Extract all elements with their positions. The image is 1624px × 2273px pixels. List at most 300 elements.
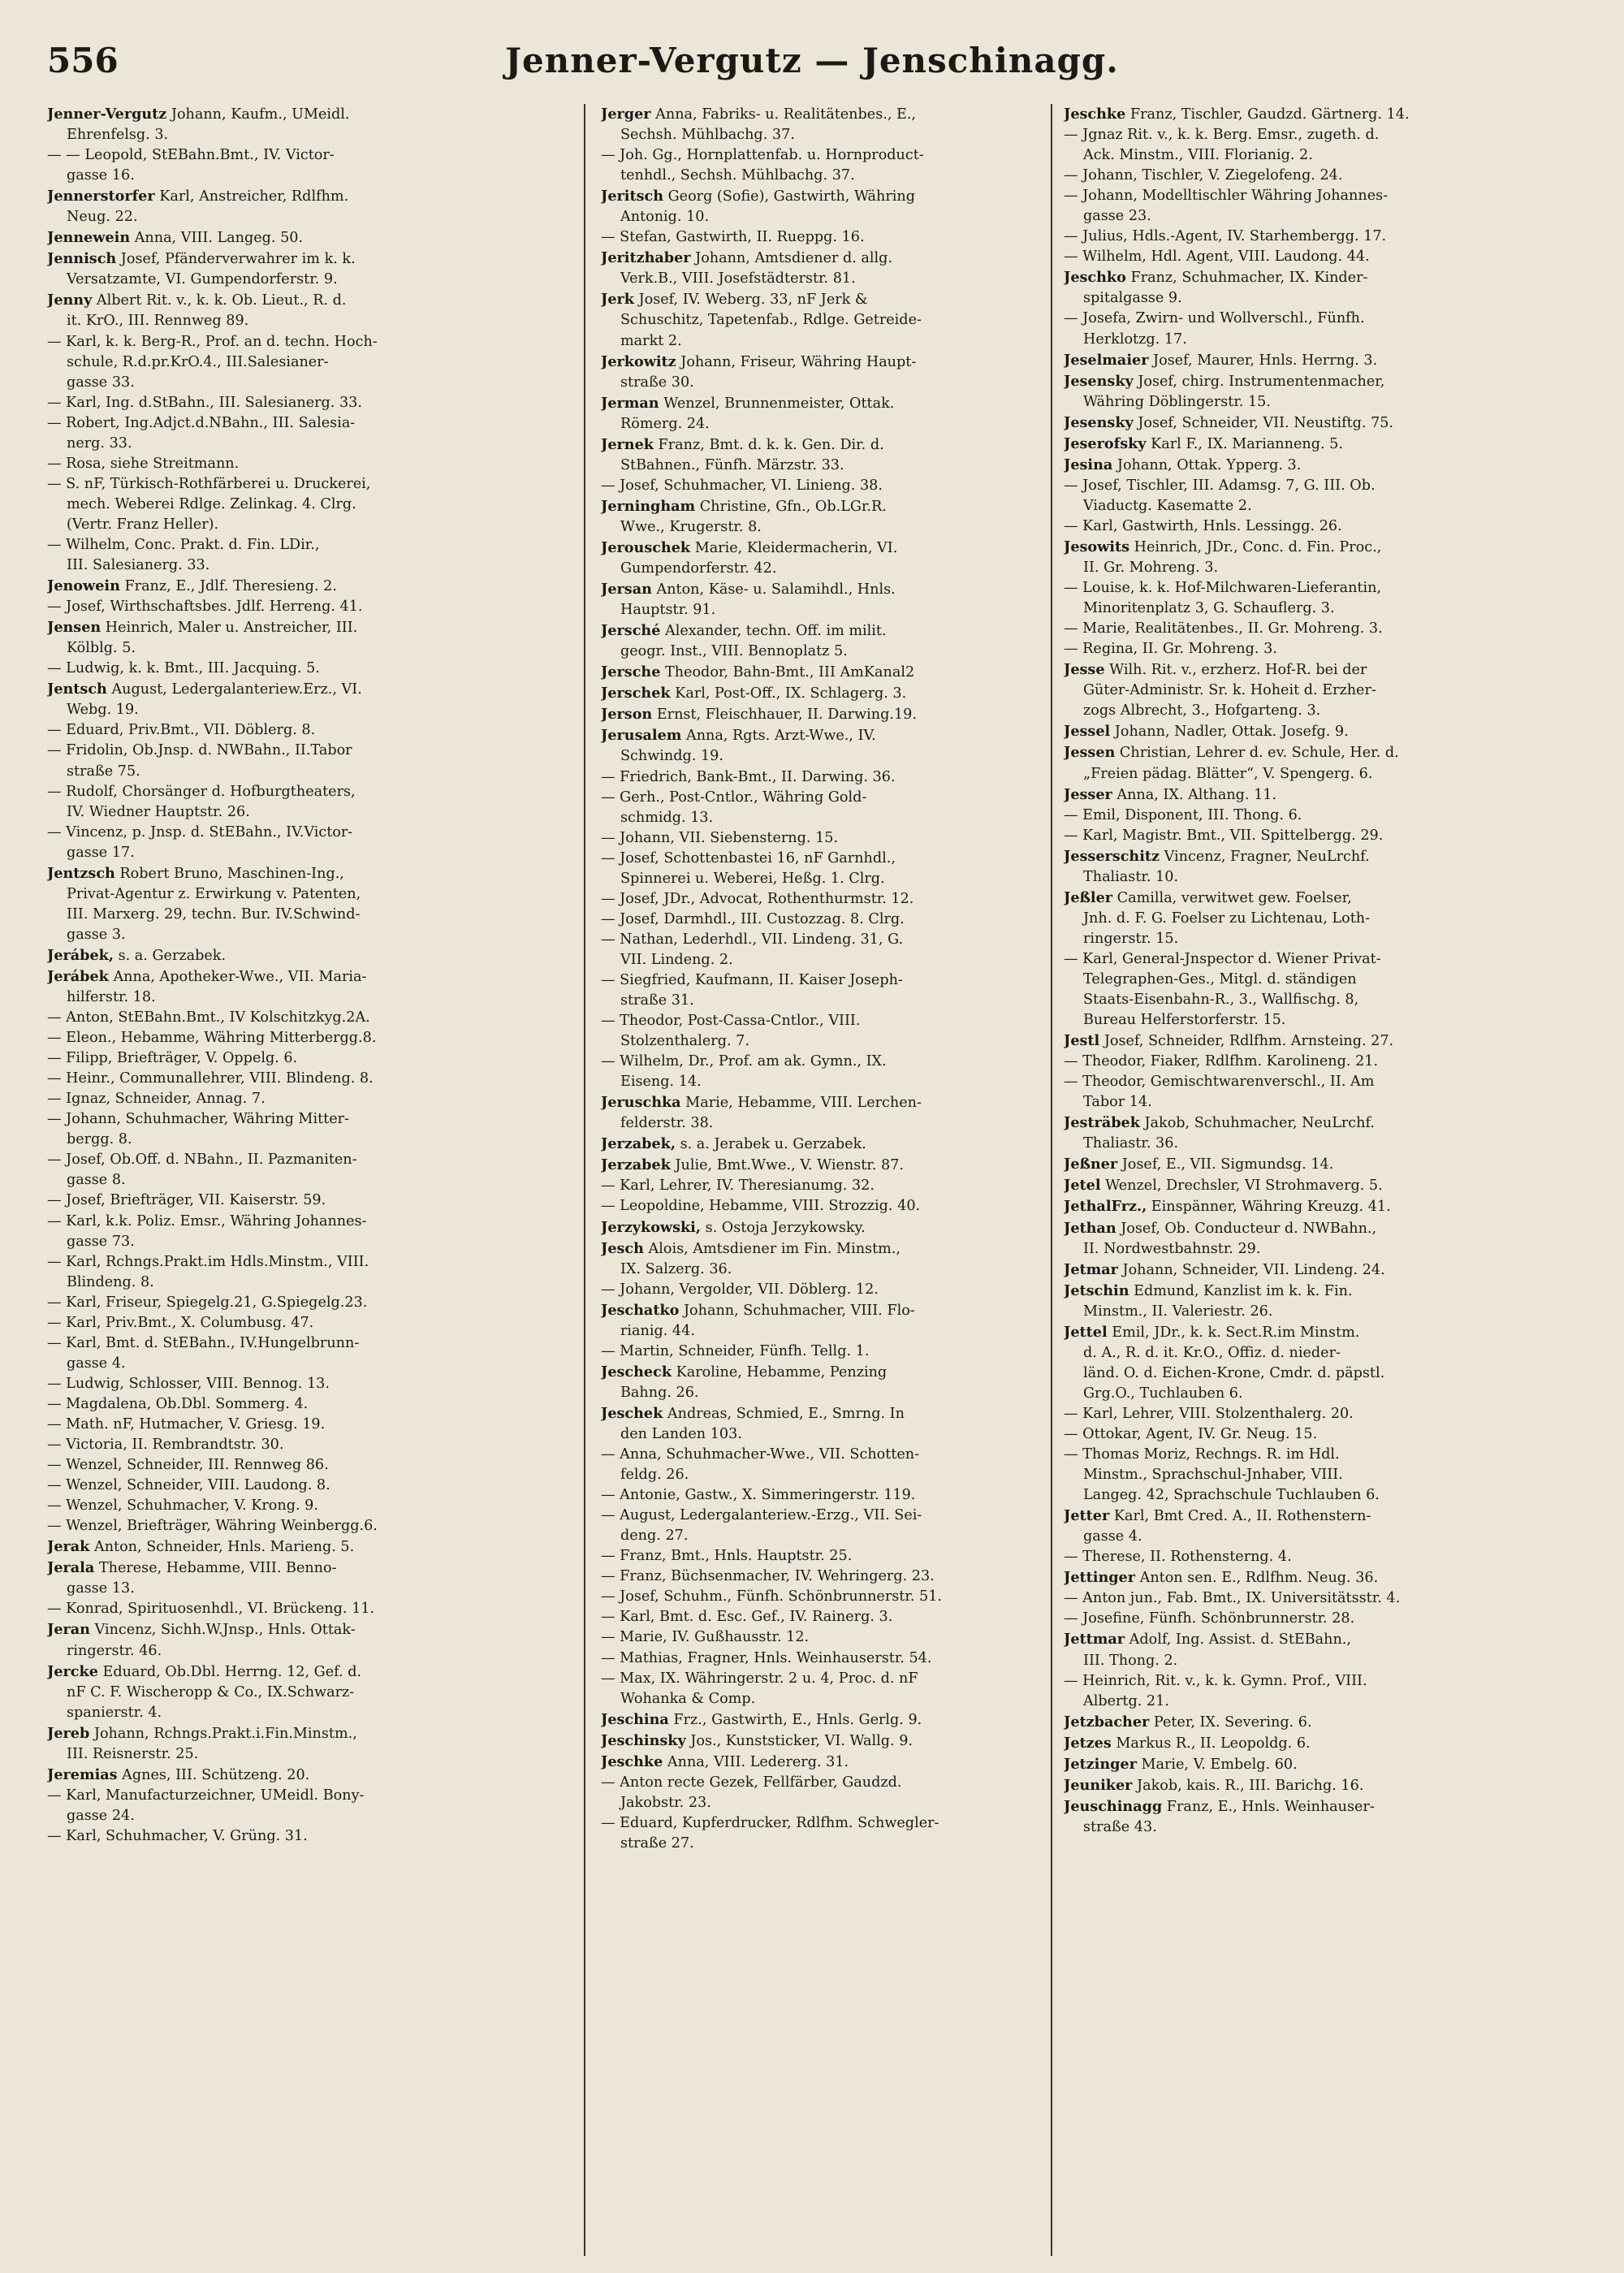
entry-line: — Marie, Realitätenbes., II. Gr. Mohreng. 3. xyxy=(1064,620,1383,637)
directory-entry xyxy=(1064,537,1583,578)
entry-line: — Robert, Ing.Adjct.d.NBahn., III. Salesia- xyxy=(47,414,356,431)
directory-entry xyxy=(47,782,516,823)
directory-entry xyxy=(1064,516,1583,537)
directory-entry xyxy=(1064,1260,1583,1281)
entry-line: Jersché Alexander, techn. Off. im milit. xyxy=(601,622,887,640)
entry-line: — Anton, StEBahn.Bmt., IV Kolschitzkyg.2A. xyxy=(47,1009,370,1026)
directory-entry xyxy=(47,576,516,597)
directory-entry xyxy=(601,1546,1070,1566)
directory-entry xyxy=(1064,1113,1583,1154)
directory-entry xyxy=(601,1196,1070,1216)
directory-entry xyxy=(601,788,1070,828)
entry-line: III. Marxerg. 29, techn. Bur. IV.Schwind- xyxy=(67,905,361,923)
directory-entry xyxy=(1064,949,1583,1031)
entry-line: Viaductg. Kasematte 2. xyxy=(1083,497,1252,514)
entry-line: — Karl, k. k. Berg-R., Prof. an d. techn. Hoch- xyxy=(47,333,378,350)
directory-entry xyxy=(1064,1796,1583,1838)
entry-line: Ehrenfelsg. 3. xyxy=(67,127,169,144)
directory-entry xyxy=(47,1212,516,1252)
entry-line: VII. Lindeng. 2. xyxy=(620,951,733,968)
directory-entry xyxy=(1064,247,1583,267)
entry-line: Jeschek Andreas, Schmied, E., Smrng. In xyxy=(601,1404,905,1422)
entry-line: nF C. F. Wischeropp & Co., IX.Schwarz- xyxy=(67,1683,355,1700)
entry-line: — Josef, Schottenbastei 16, nF Garnhdl., xyxy=(601,849,896,866)
entry-line: — August, Ledergalanteriew.-Erzg., VII. Sei- xyxy=(601,1507,922,1524)
entry-line: Jestl Josef, Schneider, Rdlfhm. Arnsteing. 27. xyxy=(1064,1032,1394,1050)
entry-line: Jerzabek Julie, Bmt.Wwe., V. Wienstr. 87. xyxy=(601,1156,905,1174)
entry-line: Versatzamte, VI. Gumpendorferstr. 9. xyxy=(67,271,338,288)
entry-line: Gumpendorferstr. 42. xyxy=(620,560,777,577)
column-3 xyxy=(1064,104,1583,2256)
entry-line: — Wenzel, Briefträger, Währing Weinbergg.6. xyxy=(47,1518,378,1535)
directory-entry xyxy=(601,1649,1070,1669)
directory-entry xyxy=(601,1566,1070,1587)
entry-line: Jessen Christian, Lehrer d. ev. Schule, Her. d. xyxy=(1064,744,1399,762)
directory-entry xyxy=(601,620,1070,662)
directory-entry xyxy=(1064,227,1583,247)
entry-line: Neug. 22. xyxy=(67,209,138,226)
entry-line: zogs Albrecht, 3., Hofgarteng. 3. xyxy=(1083,702,1321,719)
directory-entry xyxy=(1064,267,1583,309)
directory-entry xyxy=(601,1280,1070,1300)
directory-entry xyxy=(1064,578,1583,619)
directory-entry xyxy=(1064,125,1583,166)
entry-line: Tabor 14. xyxy=(1083,1094,1152,1111)
directory-entry xyxy=(47,186,516,227)
directory-entry xyxy=(601,579,1070,620)
directory-entry xyxy=(1064,350,1583,371)
entry-line: gasse 17. xyxy=(67,844,135,861)
entry-line: Privat-Agentur z. Erwirkung v. Patenten, xyxy=(67,885,361,902)
entry-line: — Vincenz, p. Jnsp. d. StEBahn., IV.Victor- xyxy=(47,823,353,840)
entry-line: — Magdalena, Ob.Dbl. Sommerg. 4. xyxy=(47,1395,309,1412)
entry-line: Jercke Eduard, Ob.Dbl. Herrng. 12, Gef. d. xyxy=(47,1662,362,1680)
entry-line: straße 30. xyxy=(620,374,694,391)
directory-entry xyxy=(601,393,1070,434)
directory-entry xyxy=(1064,1445,1583,1506)
directory-entry xyxy=(601,1773,1070,1813)
entry-line: III. Salesianerg. 33. xyxy=(67,557,210,574)
entry-line: — Wilhelm, Hdl. Agent, VIII. Laudong. 44. xyxy=(1064,248,1370,266)
directory-entry xyxy=(1064,1218,1583,1260)
entry-line: Jeserofsky Karl F., IX. Marianneng. 5. xyxy=(1064,434,1343,452)
entry-line: Jeselmaier Josef, Maurer, Hnls. Herrng. 3. xyxy=(1064,351,1378,369)
entry-line: Jerábek, s. a. Gerzabek. xyxy=(47,946,227,964)
directory-entry xyxy=(601,289,1070,351)
entry-line: — Ludwig, k. k. Bmt., III. Jacquing. 5. xyxy=(47,660,320,677)
entry-line: Spinnerei u. Weberei, Heßg. 1. Clrg. xyxy=(620,870,885,887)
entry-line: Minstm., II. Valeriestr. 26. xyxy=(1083,1303,1273,1320)
directory-entry xyxy=(47,393,516,413)
entry-line: Jeschke Franz, Tischler, Gaudzd. Gärtnerg. 14. xyxy=(1064,106,1410,123)
entry-line: Jetel Wenzel, Drechsler, VI Strohmaverg. 5. xyxy=(1064,1177,1383,1195)
directory-entry xyxy=(47,1333,516,1374)
entry-line: Jeritzhaber Johann, Amtsdiener d. allg. xyxy=(601,249,893,267)
directory-entry xyxy=(1064,639,1583,659)
entry-line: Jescheck Karoline, Hebamme, Penzing xyxy=(601,1363,888,1381)
directory-entry xyxy=(1064,1609,1583,1629)
directory-entry xyxy=(47,1599,516,1619)
entry-line: — Jgnaz Rit. v., k. k. Berg. Emsr., zugeth. d. xyxy=(1064,127,1380,144)
directory-entry xyxy=(1064,1322,1583,1404)
directory-entry xyxy=(601,1176,1070,1196)
directory-entry xyxy=(1064,104,1583,125)
entry-line: Minoritenplatz 3, G. Schauflerg. 3. xyxy=(1083,600,1335,617)
entry-line: Jenner-Vergutz Johann, Kaufm., UMeidl. xyxy=(47,106,350,123)
entry-line: it. KrO., III. Rennweg 89. xyxy=(67,313,249,330)
entry-line: — Gerh., Post-Cntlor., Währing Gold- xyxy=(601,789,867,806)
entry-line: — Josef, Ob.Off. d. NBahn., II. Pazmaniten- xyxy=(47,1152,357,1169)
entry-line: — Filipp, Briefträger, V. Oppelg. 6. xyxy=(47,1050,298,1067)
directory-entry xyxy=(601,496,1070,538)
running-head: Jenner-Vergutz — Jenschinagg. xyxy=(505,41,1119,80)
entry-line: Jerningham Christine, Gfn., Ob.LGr.R. xyxy=(601,497,887,515)
entry-line: — Stefan, Gastwirth, II. Rueppg. 16. xyxy=(601,229,865,246)
entry-line: Jettel Emil, JDr., k. k. Sect.R.im Minstm. xyxy=(1064,1323,1360,1341)
entry-line: Wwe., Krugerstr. 8. xyxy=(620,518,762,535)
entry-line: III. Thong. 2. xyxy=(1083,1652,1178,1669)
directory-entry xyxy=(601,725,1070,767)
directory-entry xyxy=(1064,1754,1583,1775)
directory-entry xyxy=(601,1445,1070,1485)
directory-entry xyxy=(47,1435,516,1455)
entry-line: Jeschatko Johann, Schuhmacher, VIII. Flo- xyxy=(601,1301,915,1319)
entry-line: — Josef, JDr., Advocat, Rothenthurmstr. 12. xyxy=(601,890,914,907)
entry-line: Jerk Josef, IV. Weberg. 33, nF Jerk & xyxy=(601,291,868,309)
entry-line: gasse 4. xyxy=(1083,1528,1142,1545)
entry-line: rianig. 44. xyxy=(620,1322,695,1339)
entry-line: — Karl, Schuhmacher, V. Grüng. 31. xyxy=(47,1827,308,1844)
directory-entry xyxy=(601,1607,1070,1627)
entry-line: Bureau Helferstorferstr. 15. xyxy=(1083,1012,1286,1029)
entry-line: — Rudolf, Chorsänger d. Hofburgtheaters, xyxy=(47,783,356,800)
directory-entry xyxy=(1064,1281,1583,1322)
entry-line: — Johann, Vergolder, VII. Döblerg. 12. xyxy=(601,1281,879,1298)
directory-entry xyxy=(1064,186,1583,227)
entry-line: nerg. 33. xyxy=(67,434,132,452)
directory-entry xyxy=(601,1403,1070,1445)
directory-entry xyxy=(601,1217,1070,1238)
entry-line: Jeuniker Jakob, kais. R., III. Barichg. 16. xyxy=(1064,1776,1364,1794)
entry-line: Stolzenthalerg. 7. xyxy=(620,1033,749,1050)
directory-entry xyxy=(601,1813,1070,1854)
entry-line: Kölblg. 5. xyxy=(67,640,136,657)
entry-line: Jeßler Camilla, verwitwet gew. Foelser, xyxy=(1064,888,1352,906)
directory-entry xyxy=(47,597,516,617)
directory-entry xyxy=(1064,434,1583,455)
entry-line: — Wenzel, Schuhmacher, V. Krong. 9. xyxy=(47,1497,318,1515)
entry-line: Jennewein Anna, VIII. Langeg. 50. xyxy=(47,229,304,247)
entry-line: Jenowein Franz, E., Jdlf. Theresieng. 2. xyxy=(47,577,337,595)
entry-line: markt 2. xyxy=(620,332,682,349)
directory-entry xyxy=(601,1506,1070,1546)
directory-entry xyxy=(1064,742,1583,784)
entry-line: hilferstr. 18. xyxy=(67,989,156,1006)
entry-line: schmidg. 13. xyxy=(620,809,714,826)
directory-entry xyxy=(47,1313,516,1333)
directory-entry xyxy=(1064,1588,1583,1609)
entry-line: straße 43. xyxy=(1083,1818,1157,1835)
entry-line: bergg. 8. xyxy=(67,1131,132,1148)
directory-entry xyxy=(47,290,516,331)
directory-entry xyxy=(47,248,516,290)
entry-line: Schwindg. 19. xyxy=(620,748,723,765)
entry-line: Blindeng. 8. xyxy=(67,1273,154,1290)
directory-entry xyxy=(47,1826,516,1847)
directory-entry xyxy=(601,828,1070,849)
entry-line: Jesser Anna, IX. Althang. 11. xyxy=(1064,785,1277,803)
directory-entry xyxy=(601,227,1070,248)
directory-entry xyxy=(47,863,516,945)
entry-line: gasse 24. xyxy=(67,1807,135,1824)
directory-entry xyxy=(1064,659,1583,721)
directory-entry xyxy=(47,1536,516,1558)
entry-line: — Anna, Schuhmacher-Wwe., VII. Schotten- xyxy=(601,1446,920,1463)
entry-line: tenhdl., Sechsh. Mühlbachg. 37. xyxy=(620,167,855,184)
entry-line: Wohanka & Comp. xyxy=(620,1690,756,1707)
entry-line: — Fridolin, Ob.Jnsp. d. NWBahn., II.Tabor xyxy=(47,742,352,759)
entry-line: schule, R.d.pr.KrO.4., III.Salesianer- xyxy=(67,353,329,370)
directory-entry xyxy=(47,1109,516,1150)
entry-line: — Johann, VII. Siebensterng. 15. xyxy=(601,829,839,846)
directory-entry xyxy=(47,1394,516,1415)
directory-entry xyxy=(601,1134,1070,1155)
entry-line: Albertg. 21. xyxy=(1083,1692,1169,1709)
directory-entry xyxy=(47,474,516,535)
entry-line: — Theodor, Fiaker, Rdlfhm. Karolineng. 21. xyxy=(1064,1053,1379,1070)
directory-entry xyxy=(601,1238,1070,1280)
directory-entry xyxy=(47,1008,516,1028)
directory-entry xyxy=(47,945,516,966)
directory-entry xyxy=(47,227,516,248)
directory-entry xyxy=(47,535,516,576)
entry-line: spanierstr. 4. xyxy=(67,1704,162,1721)
entry-line: — Eduard, Kupferdrucker, Rdlfhm. Schwegler- xyxy=(601,1814,939,1831)
entry-line: Güter-Administr. Sr. k. Hoheit d. Erzher- xyxy=(1083,682,1376,699)
entry-line: feldg. 26. xyxy=(620,1467,689,1484)
entry-line: — Karl, Manufacturzeichner, UMeidl. Bony- xyxy=(47,1787,365,1804)
entry-line: Jentsch August, Ledergalanteriew.Erz., VI. xyxy=(47,681,362,698)
entry-line: Telegraphen-Ges., Mitgl. d. ständigen xyxy=(1083,970,1357,987)
entry-line: Staats-Eisenbahn-R., 3., Wallfischg. 8, xyxy=(1083,992,1359,1009)
entry-line: — Siegfried, Kaufmann, II. Kaiser Joseph- xyxy=(601,971,903,988)
entry-line: länd. O. d. Eichen-Krone, Cmdr. d. päpstl. xyxy=(1083,1364,1385,1381)
entry-line: — Franz, Büchsenmacher, IV. Wehringerg. 23. xyxy=(601,1568,935,1585)
entry-line: — Antonie, Gastw., X. Simmeringerstr. 119. xyxy=(601,1487,916,1504)
entry-line: — Leopoldine, Hebamme, VIII. Strozzig. 40. xyxy=(601,1198,921,1215)
entry-line: — Josef, Schuhmacher, VI. Linieng. 38. xyxy=(601,477,883,494)
entry-line: — Anton jun., Fab. Bmt., IX. Universitätsstr. 4. xyxy=(1064,1590,1401,1607)
entry-line: — Karl, Bmt. d. Esc. Gef., IV. Rainerg. 3. xyxy=(601,1609,893,1626)
directory-entry xyxy=(47,823,516,863)
directory-entry xyxy=(1064,784,1583,806)
directory-entry xyxy=(601,1011,1070,1052)
directory-entry xyxy=(1064,1424,1583,1445)
entry-line: — Julius, Hdls.-Agent, IV. Starhembergg. 17. xyxy=(1064,228,1387,245)
entry-line: — Johann, Schuhmacher, Währing Mitter- xyxy=(47,1111,349,1128)
entry-line: — Eduard, Priv.Bmt., VII. Döblerg. 8. xyxy=(47,722,316,739)
entry-line: — Mathias, Fragner, Hnls. Weinhauserstr. 54. xyxy=(601,1649,932,1666)
entry-line: gasse 3. xyxy=(67,926,126,943)
entry-line: Langeg. 42, Sprachschule Tuchlauben 6. xyxy=(1083,1487,1380,1504)
directory-entry xyxy=(601,1052,1070,1092)
directory-entry xyxy=(47,413,516,454)
entry-line: Thaliastr. 36. xyxy=(1083,1135,1179,1152)
entry-line: Jerson Ernst, Fleischhauer, II. Darwing.19. xyxy=(601,706,917,724)
entry-line: Jettinger Anton sen. E., Rdlfhm. Neug. 36. xyxy=(1064,1569,1379,1587)
directory-entry xyxy=(1064,1712,1583,1733)
entry-line: Jetzes Markus R., II. Leopoldg. 6. xyxy=(1064,1734,1311,1752)
directory-entry xyxy=(601,434,1070,476)
entry-line: Verk.B., VIII. Josefstädterstr. 81. xyxy=(620,270,856,287)
directory-entry xyxy=(1064,166,1583,186)
entry-line: Jetmar Johann, Schneider, VII. Lindeng. 24. xyxy=(1064,1260,1385,1278)
entry-line: — Marie, IV. Gußhausstr. 12. xyxy=(601,1629,810,1646)
entry-line: Jesserschitz Vincenz, Fragner, NeuLrchf. xyxy=(1064,847,1370,865)
entry-line: Jennisch Josef, Pfänderverwahrer im k. k. xyxy=(47,250,356,268)
directory-entry xyxy=(47,1476,516,1496)
directory-entry xyxy=(1064,846,1583,888)
entry-line: III. Reisnerstr. 25. xyxy=(67,1745,199,1762)
directory-entry xyxy=(47,1496,516,1516)
entry-line: gasse 33. xyxy=(67,374,135,391)
directory-entry xyxy=(1064,1629,1583,1670)
directory-entry xyxy=(47,1765,516,1786)
entry-line: — Louise, k. k. Hof-Milchwaren-Lieferantin, xyxy=(1064,580,1382,597)
directory-entry xyxy=(601,889,1070,910)
entry-line: — Konrad, Spirituosenhdl., VI. Brückeng. 11. xyxy=(47,1601,375,1618)
directory-entry xyxy=(47,1415,516,1435)
entry-line: Jeritsch Georg (Sofie), Gastwirth, Währing xyxy=(601,188,915,205)
entry-line: Jeremias Agnes, III. Schützeng. 20. xyxy=(47,1765,310,1783)
entry-line: — Heinr., Communallehrer, VIII. Blindeng. 8. xyxy=(47,1070,374,1087)
entry-line: Jersan Anton, Käse- u. Salamihdl., Hnls. xyxy=(601,581,896,598)
directory-entry xyxy=(601,186,1070,227)
directory-entry xyxy=(47,1662,516,1723)
entry-line: — Max, IX. Währingerstr. 2 u. 4, Proc. d. nF xyxy=(601,1670,918,1687)
entry-line: — S. nF, Türkisch-Rothfärberei u. Druckerei, xyxy=(47,475,371,492)
entry-line: Schuschitz, Tapetenfab., Rdlge. Getreide- xyxy=(620,312,922,329)
entry-line: d. A., R. d. it. Kr.O., Offiz. d. nieder- xyxy=(1083,1344,1341,1361)
entry-line: — Karl, Ing. d.StBahn., III. Salesianerg. 33. xyxy=(47,394,362,411)
entry-line: Jesensky Josef, Schneider, VII. Neustiftg. 75. xyxy=(1064,413,1394,431)
directory-entry xyxy=(47,617,516,659)
directory-entry xyxy=(47,1293,516,1313)
entry-line: — Karl, Lehrer, IV. Theresianumg. 32. xyxy=(601,1178,875,1195)
entry-line: Ack. Minstm., VIII. Florianig. 2. xyxy=(1083,147,1313,164)
directory-entry xyxy=(601,1669,1070,1709)
entry-line: gasse 23. xyxy=(1083,208,1151,225)
directory-entry xyxy=(47,1150,516,1191)
entry-line: II. Nordwestbahnstr. 29. xyxy=(1083,1240,1261,1257)
directory-entry xyxy=(47,1374,516,1394)
directory-entry xyxy=(47,104,516,145)
entry-line: Grg.O., Tuchlauben 6. xyxy=(1083,1385,1243,1402)
page-number: 556 xyxy=(47,41,119,80)
entry-line: Minstm., Sprachschul-Jnhaber, VIII. xyxy=(1083,1467,1343,1484)
entry-line: Jerábek Anna, Apotheker-Wwe., VII. Maria- xyxy=(47,967,367,985)
entry-line: Jenny Albert Rit. v., k. k. Ob. Lieut., R. d. xyxy=(47,292,347,309)
entry-line: — Ludwig, Schlosser, VIII. Bennog. 13. xyxy=(47,1375,330,1392)
entry-line: „Freien pädag. Blätter“, V. Spengerg. 6. xyxy=(1083,765,1373,782)
entry-line: — Josefa, Zwirn- und Wollverschl., Fünfh. xyxy=(1064,310,1365,327)
entry-line: — Thomas Moriz, Rechngs. R. im Hdl. xyxy=(1064,1446,1340,1463)
directory-entry xyxy=(47,332,516,393)
entry-line: II. Gr. Mohreng. 3. xyxy=(1083,560,1219,577)
directory-entry xyxy=(601,145,1070,186)
entry-line: IX. Salzerg. 36. xyxy=(620,1260,732,1277)
directory-entry xyxy=(47,966,516,1008)
entry-line: — Karl, General-Jnspector d. Wiener Privat- xyxy=(1064,950,1381,967)
entry-line: — Josef, Schuhm., Fünfh. Schönbrunnerstr. 51. xyxy=(601,1588,942,1605)
entry-line: — Wilhelm, Conc. Prakt. d. Fin. LDir., xyxy=(47,536,320,553)
directory-entry xyxy=(601,1627,1070,1648)
directory-entry xyxy=(47,1028,516,1048)
entry-line: Jeruschka Marie, Hebamme, VIII. Lerchen- xyxy=(601,1094,922,1112)
entry-line: — Josef, Darmhdl., III. Custozzag. 8. Clrg. xyxy=(601,910,905,927)
entry-line: — Rosa, siehe Streitmann. xyxy=(47,455,240,472)
entry-line: Jesina Johann, Ottak. Ypperg. 3. xyxy=(1064,456,1302,473)
directory-entry xyxy=(1064,1052,1583,1072)
entry-line: Jerger Anna, Fabriks- u. Realitätenbes., E., xyxy=(601,106,917,123)
entry-line: — Therese, II. Rothensterng. 4. xyxy=(1064,1549,1292,1566)
directory-entry xyxy=(601,930,1070,970)
entry-line: StBahnen., Fünfh. Märzstr. 33. xyxy=(620,456,844,473)
entry-line: ringerstr. 15. xyxy=(1083,930,1179,947)
directory-entry xyxy=(1064,413,1583,434)
directory-entry xyxy=(1064,1175,1583,1196)
entry-line: Jerzykowski, s. Ostoja Jerzykowsky. xyxy=(601,1218,866,1236)
entry-line: gasse 4. xyxy=(67,1355,126,1372)
directory-entry xyxy=(601,1300,1070,1342)
entry-line: Jeschko Franz, Schuhmacher, IX. Kinder- xyxy=(1064,269,1368,287)
directory-entry xyxy=(601,1155,1070,1176)
entry-line: — Anton recte Gezek, Fellfärber, Gaudzd. xyxy=(601,1774,902,1791)
entry-line: Bahng. 26. xyxy=(620,1384,699,1401)
entry-line: Eiseng. 14. xyxy=(620,1074,702,1091)
entry-line: — Math. nF, Hutmacher, V. Griesg. 19. xyxy=(47,1416,326,1433)
entry-line: Römerg. 24. xyxy=(620,415,710,432)
entry-line: Jerala Therese, Hebamme, VIII. Benno- xyxy=(47,1559,337,1577)
entry-line: — Ottokar, Agent, IV. Gr. Neug. 15. xyxy=(1064,1426,1318,1442)
directory-entry xyxy=(1064,1733,1583,1754)
directory-entry xyxy=(47,1252,516,1293)
directory-entry xyxy=(47,1558,516,1599)
directory-entry xyxy=(47,1191,516,1211)
entry-line: JethalFrz., Einspänner, Währing Kreuzg. 41. xyxy=(1064,1198,1391,1216)
directory-entry xyxy=(601,1752,1070,1773)
directory-entry xyxy=(601,970,1070,1011)
directory-entry xyxy=(601,352,1070,393)
directory-entry xyxy=(1064,826,1583,846)
directory-entry xyxy=(1064,1072,1583,1113)
entry-line: Jakobstr. 23. xyxy=(620,1794,711,1811)
directory-entry xyxy=(601,1485,1070,1506)
entry-line: spitalgasse 9. xyxy=(1083,290,1182,307)
entry-line: Sechsh. Mühlbachg. 37. xyxy=(620,127,795,144)
entry-line: straße 75. xyxy=(67,763,140,780)
entry-line: Jerschek Karl, Post-Off., IX. Schlagerg. 3. xyxy=(601,685,907,702)
entry-line: Jensen Heinrich, Maler u. Anstreicher, III. xyxy=(47,619,358,637)
entry-line: Jeschke Anna, VIII. Ledererg. 31. xyxy=(601,1752,849,1770)
directory-entry xyxy=(601,704,1070,725)
entry-line: gasse 73. xyxy=(67,1233,135,1250)
entry-line: — Josefine, Fünfh. Schönbrunnerstr. 28. xyxy=(1064,1610,1355,1627)
entry-line: — Karl, Gastwirth, Hnls. Lessingg. 26. xyxy=(1064,517,1342,534)
directory-entry xyxy=(1064,1671,1583,1712)
entry-line: Jerzabek, s. a. Jerabek u. Gerzabek. xyxy=(601,1135,866,1153)
directory-entry xyxy=(601,767,1070,788)
